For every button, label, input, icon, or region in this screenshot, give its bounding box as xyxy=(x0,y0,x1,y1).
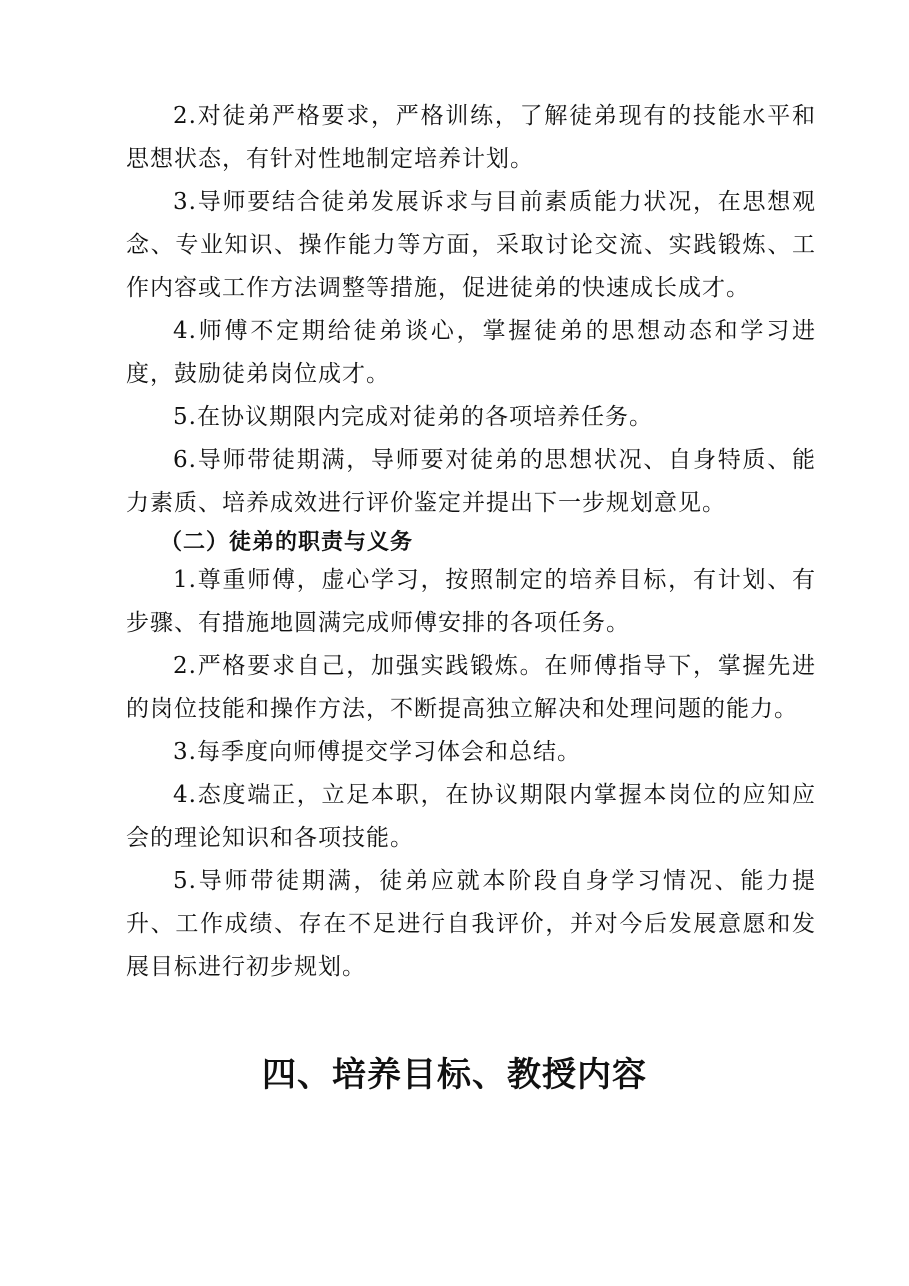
apprentice-item-1: 1.尊重师傅，虚心学习，按照制定的培养目标，有计划、有步骤、有措施地圆满完成师傅安排的各项任务。 xyxy=(126,567,816,636)
mentor-item-5: 5.在协议期限内完成对徒弟的各项培养任务。 xyxy=(173,404,653,430)
mentor-item-2: 2.对徒弟严格要求，严格训练，了解徒弟现有的技能水平和思想状态，有针对性地制定培养计划。 xyxy=(126,103,816,172)
apprentice-item-3: 3.每季度向师傅提交学习体会和总结。 xyxy=(173,739,581,765)
apprentice-item-2: 2.严格要求自己，加强实践锻炼。在师傅指导下，掌握先进的岗位技能和操作方法，不断提高独立解决和处理问题的能力。 xyxy=(126,653,816,722)
apprentice-item-5: 5.导师带徒期满，徒弟应就本阶段自身学习情况、能力提升、工作成绩、存在不足进行自我评价，并对今后发展意愿和发展目标进行初步规划。 xyxy=(126,868,816,980)
mentor-item-3: 3.导师要结合徒弟发展诉求与目前素质能力状况，在思想观念、专业知识、操作能力等方面，采取讨论交流、实践锻炼、工作内容或工作方法调整等措施，促进徒弟的快速成长成才。 xyxy=(126,189,816,301)
document-body xyxy=(126,95,816,989)
section-title: 四、培养目标、教授内容 xyxy=(262,1055,647,1095)
apprentice-duties-heading: （二）徒弟的职责与义务 xyxy=(160,529,414,555)
apprentice-item-4: 4.态度端正，立足本职，在协议期限内掌握本岗位的应知应会的理论知识和各项技能。 xyxy=(126,782,816,851)
mentor-item-6: 6.导师带徒期满，导师要对徒弟的思想状况、自身特质、能力素质、培养成效进行评价鉴定并提出下一步规划意见。 xyxy=(126,447,816,516)
mentor-item-4: 4.师傅不定期给徒弟谈心，掌握徒弟的思想动态和学习进度，鼓励徒弟岗位成才。 xyxy=(126,318,816,387)
